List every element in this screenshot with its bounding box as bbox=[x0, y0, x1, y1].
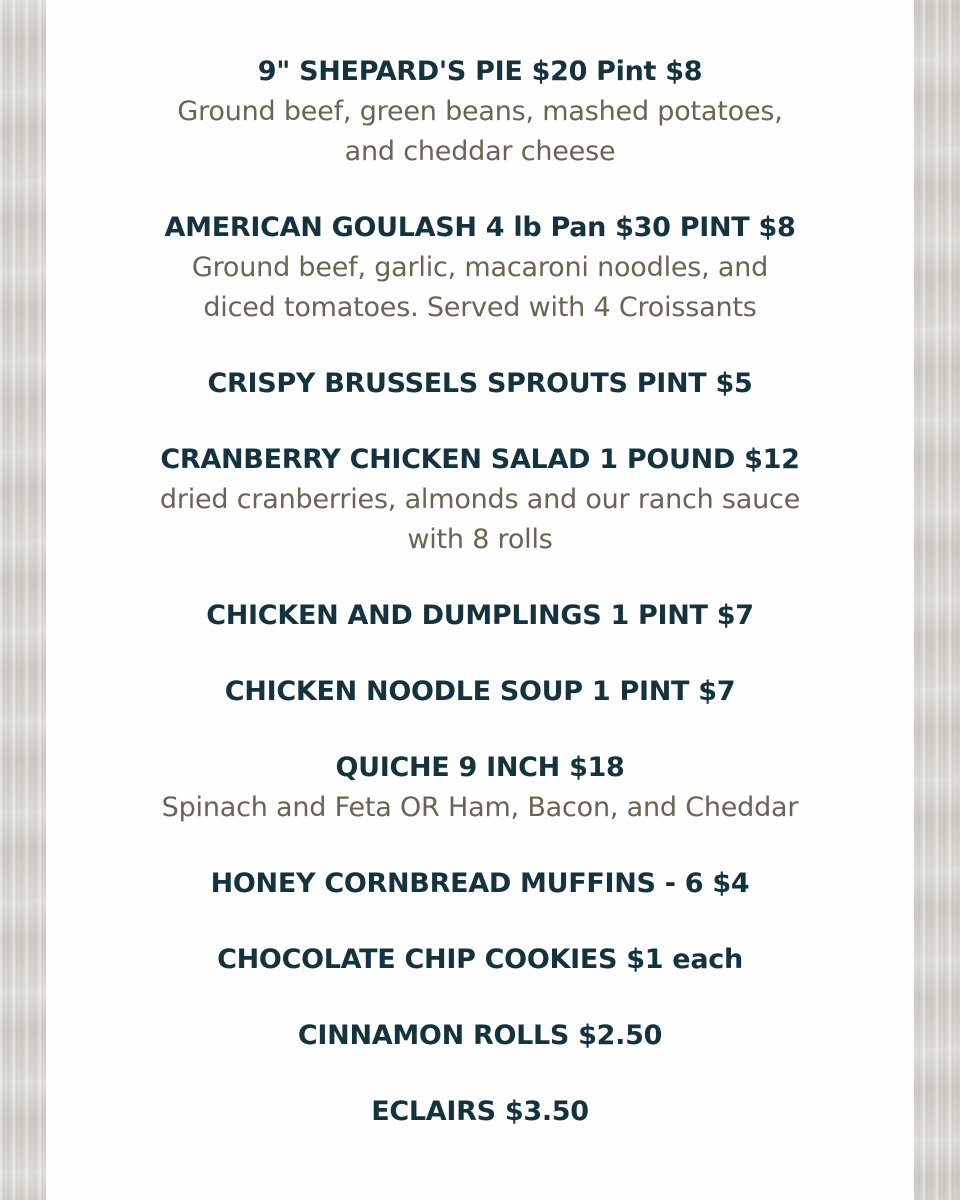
item-description-line: diced tomatoes. Served with 4 Croissants bbox=[203, 292, 757, 323]
item-description-line: dried cranberries, almonds and our ranch sauce bbox=[159, 484, 801, 515]
menu-item-shepards-pie bbox=[46, 52, 914, 172]
menu-item-cornbread-muffins bbox=[46, 864, 914, 904]
item-description bbox=[46, 248, 914, 328]
item-description-line: Ground beef, garlic, macaroni noodles, and bbox=[191, 252, 769, 283]
menu-item-eclairs bbox=[46, 1092, 914, 1132]
menu-item-brussels-sprouts bbox=[46, 364, 914, 404]
item-title: CINNAMON ROLLS $2.50 bbox=[297, 1020, 663, 1051]
item-title: CHICKEN AND DUMPLINGS 1 PINT $7 bbox=[206, 600, 754, 631]
menu-list bbox=[46, 52, 914, 1168]
menu-item-chicken-noodle-soup bbox=[46, 672, 914, 712]
item-title: ECLAIRS $3.50 bbox=[371, 1096, 589, 1127]
item-description bbox=[46, 480, 914, 560]
menu-item-quiche bbox=[46, 748, 914, 828]
menu-item-chicken-dumplings bbox=[46, 596, 914, 636]
item-description bbox=[46, 92, 914, 172]
menu-panel bbox=[46, 0, 914, 1200]
item-title: CRANBERRY CHICKEN SALAD 1 POUND $12 bbox=[160, 444, 800, 475]
item-title: HONEY CORNBREAD MUFFINS - 6 $4 bbox=[210, 868, 750, 899]
menu-item-american-goulash bbox=[46, 208, 914, 328]
menu-item-chocolate-chip-cookies bbox=[46, 940, 914, 980]
item-title: 9" SHEPARD'S PIE $20 Pint $8 bbox=[257, 56, 703, 87]
item-description bbox=[46, 788, 914, 828]
wood-background-left bbox=[0, 0, 46, 1200]
item-title: CHICKEN NOODLE SOUP 1 PINT $7 bbox=[224, 676, 736, 707]
item-title: CRISPY BRUSSELS SPROUTS PINT $5 bbox=[207, 368, 753, 399]
item-description-line: with 8 rolls bbox=[407, 524, 553, 555]
item-description-line: Ground beef, green beans, mashed potatoes, bbox=[177, 96, 783, 127]
item-description-line: Spinach and Feta OR Ham, Bacon, and Cheddar bbox=[161, 792, 799, 823]
menu-item-cinnamon-rolls bbox=[46, 1016, 914, 1056]
wood-background-right bbox=[914, 0, 960, 1200]
item-description-line: and cheddar cheese bbox=[344, 136, 616, 167]
item-title: AMERICAN GOULASH 4 lb Pan $30 PINT $8 bbox=[164, 212, 796, 243]
menu-item-cranberry-chicken-salad bbox=[46, 440, 914, 560]
item-title: QUICHE 9 INCH $18 bbox=[335, 752, 625, 783]
item-title: CHOCOLATE CHIP COOKIES $1 each bbox=[217, 944, 743, 975]
